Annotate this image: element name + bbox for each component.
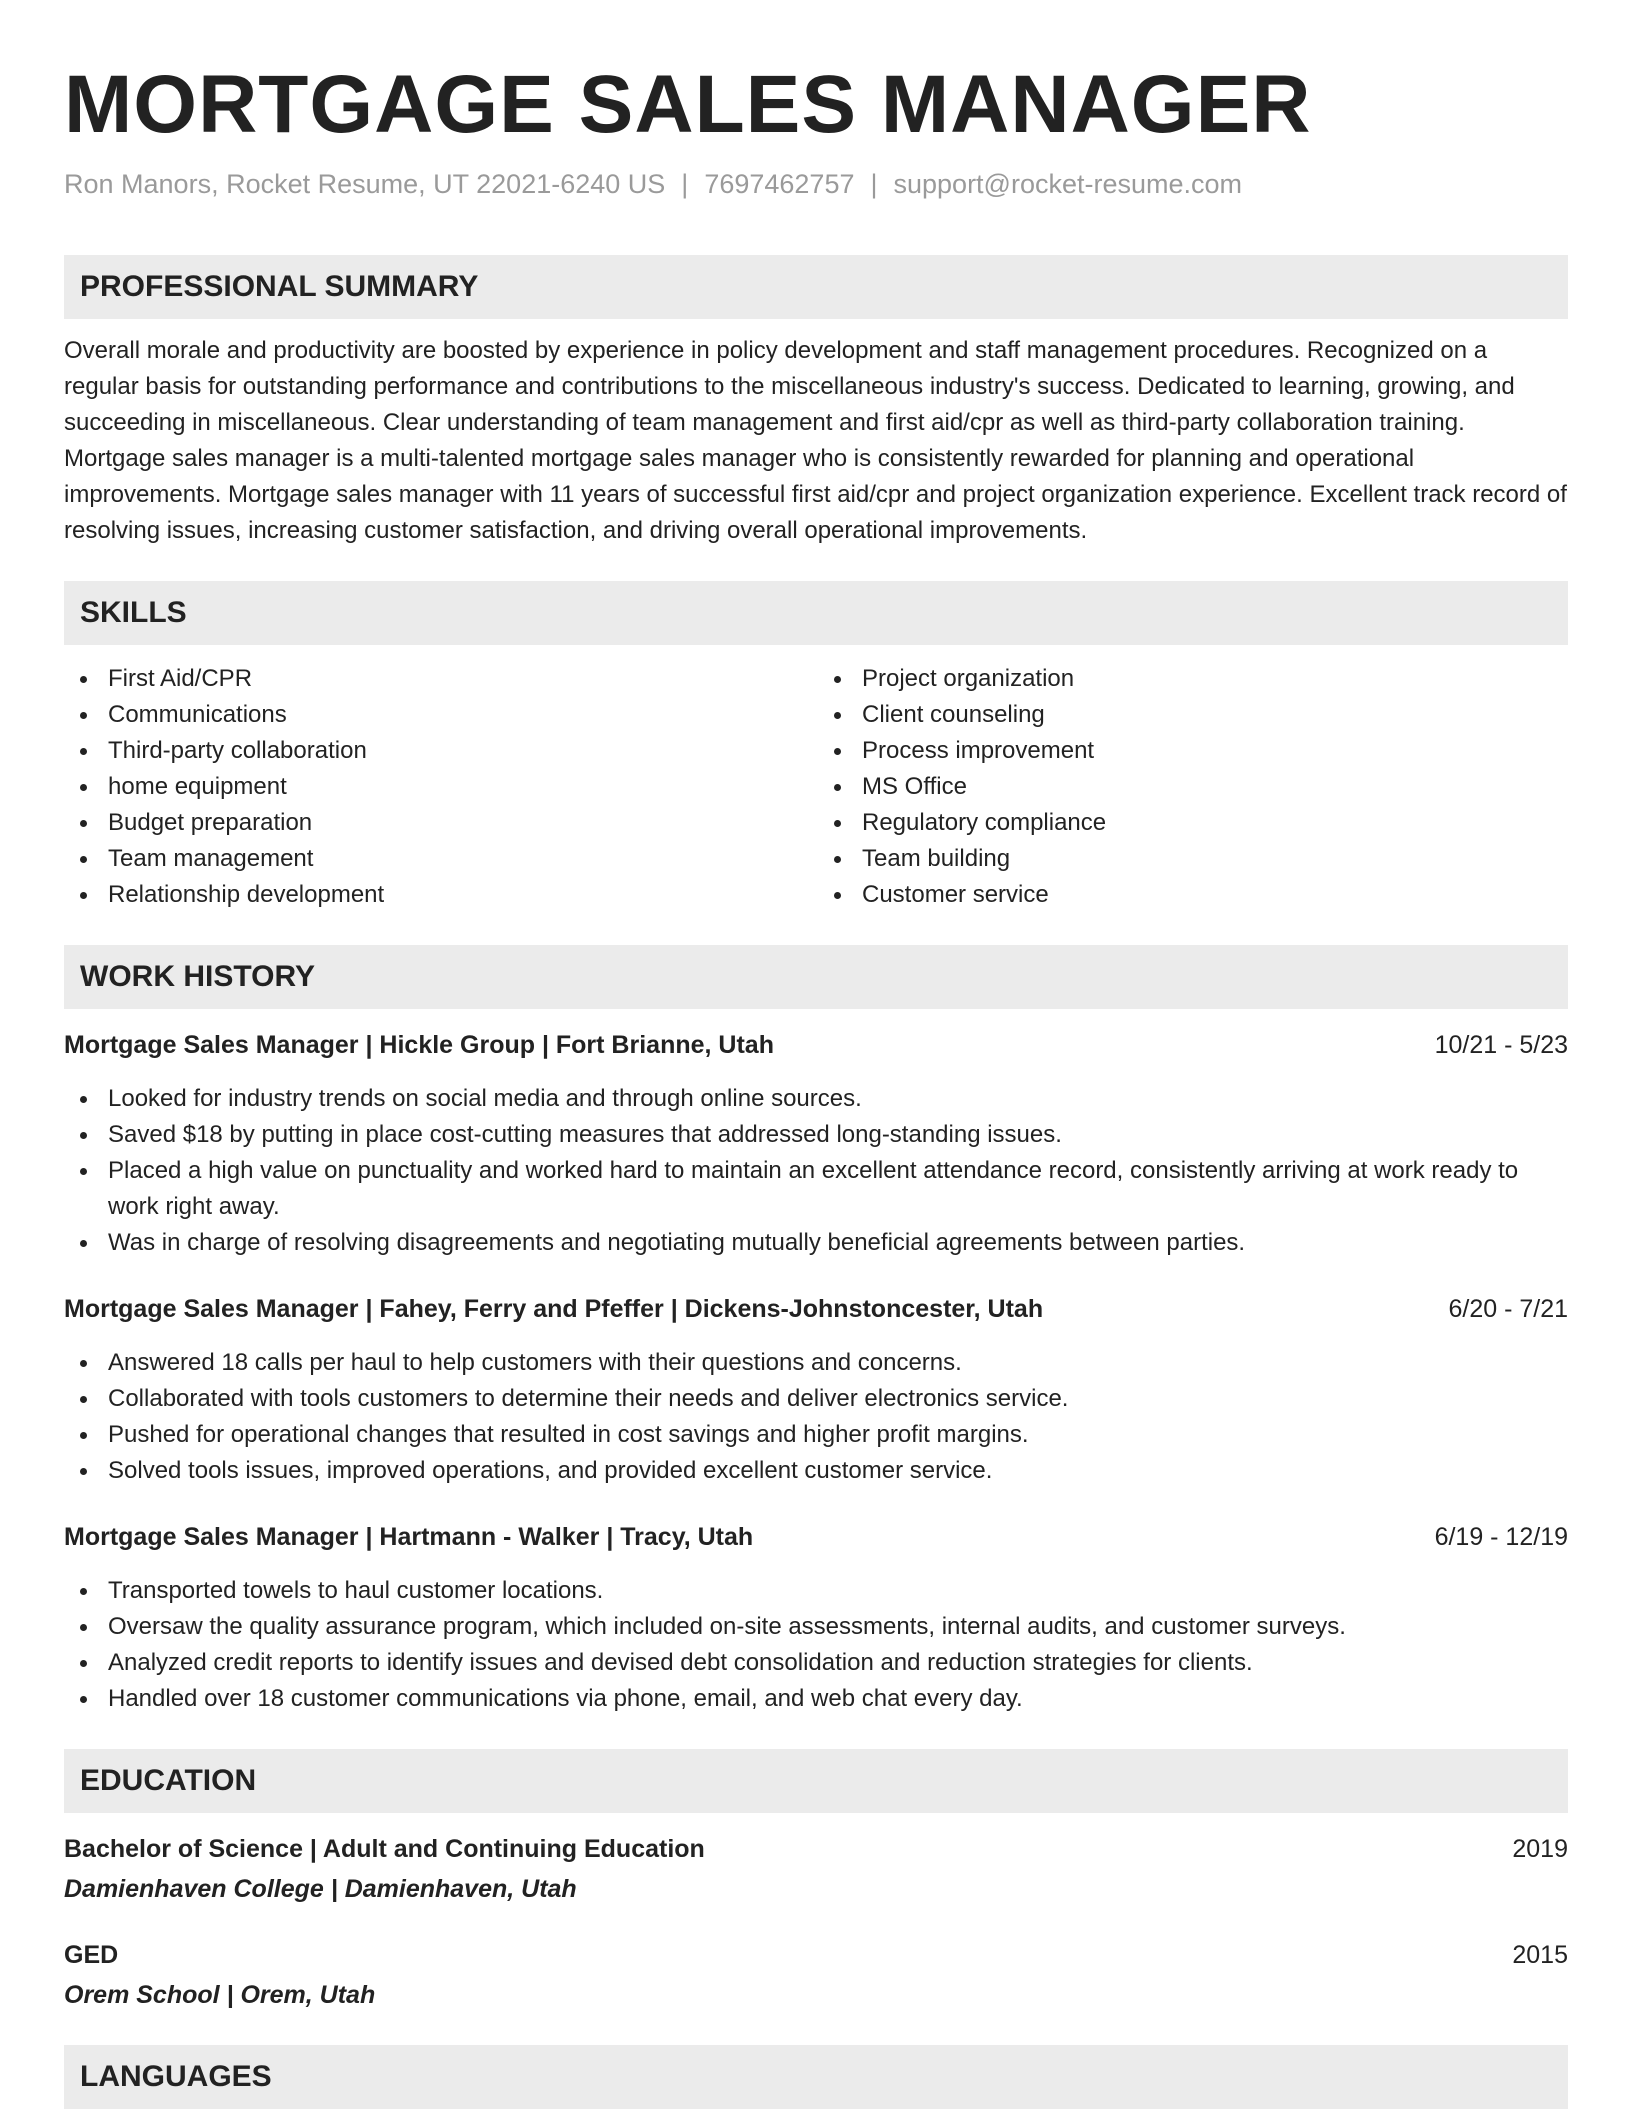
- job-bullet: Transported towels to haul customer locations.: [64, 1573, 1568, 1609]
- job-header: [64, 1291, 1568, 1327]
- skill-item: Relationship development: [64, 877, 816, 913]
- job-bullet: Looked for industry trends on social media and through online sources.: [64, 1081, 1568, 1117]
- skills-list: [64, 661, 1568, 913]
- skill-item: Client counseling: [818, 697, 1568, 733]
- summary-paragraph: Overall morale and productivity are boosted by experience in policy development and staff management procedures. Recognized on a regular basis for outstanding performance and contributions to the miscellaneous industry's success. Dedicated to learning, growing, and succeeding in miscellaneous. Clear understanding of team management and first aid/cpr as well as third-party collaboration training. Mortgage sales manager is a multi-talented mortgage sales manager who is consistently rewarded for planning and operational improvements. Mortgage sales manager with 11 years of successful first aid/cpr and project organization experience. Excellent track record of resolving issues, increasing customer satisfaction, and driving overall operational improvements.: [64, 337, 1567, 544]
- job-header: [64, 1027, 1568, 1063]
- job-entry: [64, 1291, 1568, 1489]
- skill-item: Budget preparation: [64, 805, 816, 841]
- job-bullet: Placed a high value on punctuality and worked hard to maintain an excellent attendance record, consistently arriving at work ready to work right away.: [64, 1153, 1568, 1225]
- contact-line: [64, 166, 1568, 202]
- education-entry: [64, 1937, 1568, 2013]
- skill-item: Project organization: [818, 661, 1568, 697]
- job-entry: [64, 1027, 1568, 1261]
- job-dates: 6/20 - 7/21: [1448, 1295, 1568, 1323]
- job-bullets: [64, 1573, 1568, 1717]
- resume-title: MORTGAGE SALES MANAGER: [64, 59, 1312, 150]
- job-bullet: Saved $18 by putting in place cost-cutting measures that addressed long-standing issues.: [64, 1117, 1568, 1153]
- skill-item: Team management: [64, 841, 816, 877]
- skills-column-right: [816, 661, 1568, 913]
- skill-item: home equipment: [64, 769, 816, 805]
- section-header-languages: LANGUAGES: [64, 2045, 1568, 2109]
- job-entry: [64, 1519, 1568, 1717]
- education-school: Orem School | Orem, Utah: [64, 1981, 376, 2009]
- job-bullet: Collaborated with tools customers to determine their needs and deliver electronics service.: [64, 1381, 1568, 1417]
- skill-item: First Aid/CPR: [64, 661, 816, 697]
- education-year: 2015: [1512, 1941, 1568, 1969]
- section-header-education: EDUCATION: [64, 1749, 1568, 1813]
- contact-address: Ron Manors, Rocket Resume, UT 22021-6240 US: [64, 169, 666, 199]
- job-dates: 10/21 - 5/23: [1434, 1031, 1568, 1059]
- contact-separator: |: [870, 169, 878, 199]
- skill-item: Team building: [818, 841, 1568, 877]
- skill-item: Regulatory compliance: [818, 805, 1568, 841]
- job-bullets: [64, 1081, 1568, 1261]
- education-header: [64, 1831, 1568, 1867]
- skill-item: Process improvement: [818, 733, 1568, 769]
- education-year: 2019: [1512, 1835, 1568, 1863]
- job-bullet: Analyzed credit reports to identify issues and devised debt consolidation and reduction strategies for clients.: [64, 1645, 1568, 1681]
- skill-item: Customer service: [818, 877, 1568, 913]
- contact-email: support@rocket-resume.com: [893, 169, 1243, 199]
- job-dates: 6/19 - 12/19: [1434, 1523, 1568, 1551]
- education-degree: GED: [64, 1941, 119, 1969]
- education-entry: [64, 1831, 1568, 1907]
- job-header: [64, 1519, 1568, 1555]
- contact-phone: 7697462757: [704, 169, 855, 199]
- job-bullet: Was in charge of resolving disagreements and negotiating mutually beneficial agreements between parties.: [64, 1225, 1568, 1261]
- skill-item: MS Office: [818, 769, 1568, 805]
- education-header: [64, 1937, 1568, 1973]
- job-bullet: Solved tools issues, improved operations, and provided excellent customer service.: [64, 1453, 1568, 1489]
- section-header-skills: SKILLS: [64, 581, 1568, 645]
- job-title: Mortgage Sales Manager | Hartmann - Walker | Tracy, Utah: [64, 1523, 754, 1551]
- job-bullets: [64, 1345, 1568, 1489]
- section-header-work-history: WORK HISTORY: [64, 945, 1568, 1009]
- job-bullet: Handled over 18 customer communications via phone, email, and web chat every day.: [64, 1681, 1568, 1717]
- contact-separator: |: [681, 169, 689, 199]
- job-bullet: Oversaw the quality assurance program, which included on-site assessments, internal audits, and customer surveys.: [64, 1609, 1568, 1645]
- job-title: Mortgage Sales Manager | Hickle Group | Fort Brianne, Utah: [64, 1031, 774, 1059]
- section-header-summary: PROFESSIONAL SUMMARY: [64, 255, 1568, 319]
- education-degree: Bachelor of Science | Adult and Continuing Education: [64, 1835, 705, 1863]
- skills-column-left: [64, 661, 816, 913]
- education-school: Damienhaven College | Damienhaven, Utah: [64, 1875, 577, 1903]
- skill-item: Third-party collaboration: [64, 733, 816, 769]
- skill-item: Communications: [64, 697, 816, 733]
- job-title: Mortgage Sales Manager | Fahey, Ferry and Pfeffer | Dickens-Johnstoncester, Utah: [64, 1295, 1044, 1323]
- job-bullet: Answered 18 calls per haul to help customers with their questions and concerns.: [64, 1345, 1568, 1381]
- job-bullet: Pushed for operational changes that resulted in cost savings and higher profit margins.: [64, 1417, 1568, 1453]
